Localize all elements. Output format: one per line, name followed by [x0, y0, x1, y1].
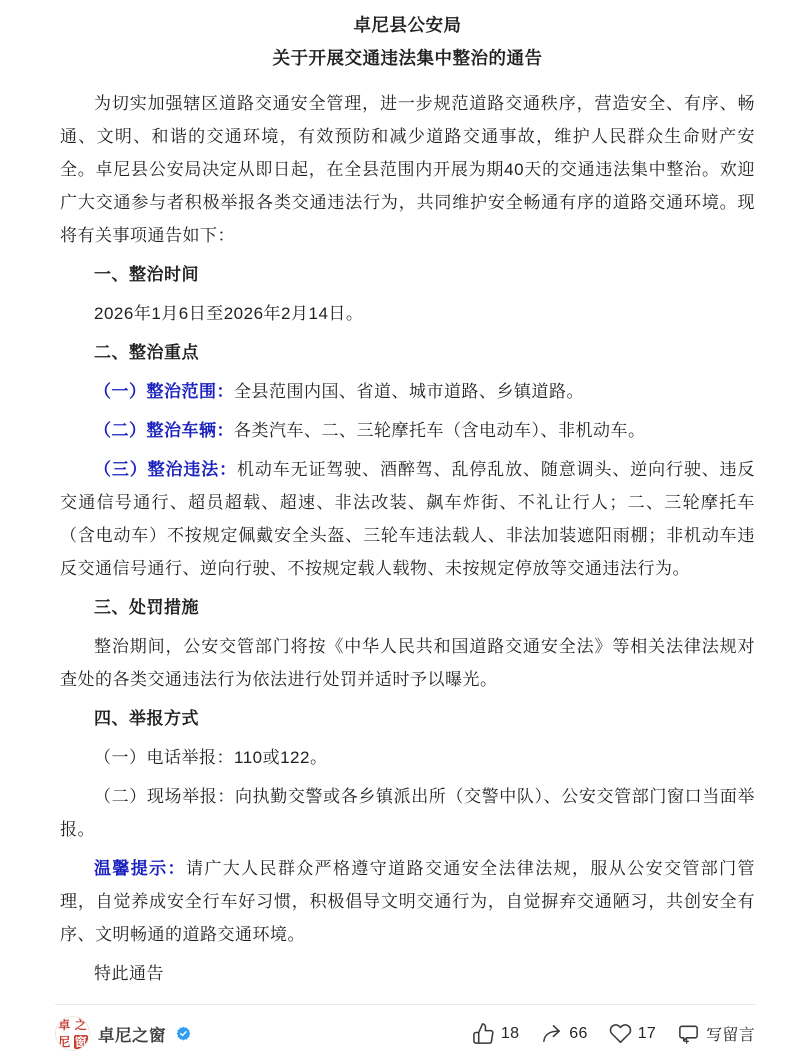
focus-item-scope-lead: （一）整治范围：: [94, 382, 234, 401]
intro-paragraph: 为切实加强辖区道路交通安全管理，进一步规范道路交通秩序，营造安全、有序、畅通、文明、和谐的交通环境，有效预防和减少道路交通事故，维护人民群众生命财产安全。卓尼县公安局决定从即日起，在全县范围内开展为期40天的交通违法集中整治。欢迎广大交通参与者积极举报各类交通违法行为，共同维护安全畅通有序的道路交通环境。现将有关事项通告如下：: [60, 94, 755, 245]
section-heading-time: 一、整治时间: [94, 265, 199, 284]
focus-item-violations: [60, 453, 755, 585]
action-bar: [472, 1022, 755, 1045]
focus-item-vehicles-lead: （二）整治车辆：: [94, 421, 234, 440]
comment-plus-icon: [677, 1022, 700, 1045]
like-count: 18: [500, 1024, 520, 1042]
avatar-char: 窗: [74, 1034, 87, 1049]
warm-tip-lead: 温馨提示：: [94, 859, 186, 878]
focus-item-scope-text: 全县范围内国、省道、城市道路、乡镇道路。: [234, 382, 584, 401]
section-heading-punishment: 三、处罚措施: [94, 598, 199, 617]
share-button[interactable]: [540, 1022, 587, 1045]
account-name[interactable]: 卓尼之窗: [98, 1026, 166, 1045]
punishment-body: 整治期间，公安交管部门将按《中华人民共和国道路交通安全法》等相关法律法规对查处的各类交通违法行为依法进行处罚并适时予以曝光。: [60, 637, 755, 689]
share-arrow-icon: [540, 1022, 563, 1045]
avatar-char: 之: [74, 1018, 87, 1033]
closing-line: 特此通告: [94, 964, 164, 983]
focus-item-vehicles: [60, 414, 755, 447]
page-subtitle: 关于开展交通违法集中整治的通告: [272, 48, 543, 68]
account-avatar[interactable]: [55, 1016, 90, 1051]
focus-item-scope: [60, 375, 755, 408]
focus-item-violations-lead: （三）整治违法：: [94, 460, 237, 479]
avatar-char: 尼: [58, 1034, 71, 1049]
comment-label: 写留言: [706, 1027, 755, 1044]
section-time-body: 2026年1月6日至2026年2月14日。: [94, 304, 364, 323]
report-item-phone: （一）电话举报：110或122。: [94, 748, 328, 767]
warm-tip-text: 请广大人民群众严格遵守道路交通安全法律法规，服从公安交管部门管理，自觉养成安全行车好习惯，积极倡导文明交通行为，自觉摒弃交通陋习，共创安全有序、文明畅通的道路交通环境。: [60, 859, 756, 944]
page-title: 卓尼县公安局: [353, 15, 462, 35]
footer-bar: [55, 1004, 755, 1051]
section-heading-focus: 二、整治重点: [94, 343, 199, 362]
account-link[interactable]: [55, 1016, 191, 1051]
thumbs-up-icon: [472, 1022, 495, 1045]
section-heading-report: 四、举报方式: [94, 709, 199, 728]
verified-badge-icon: [176, 1026, 191, 1041]
share-count: 66: [569, 1024, 588, 1042]
report-item-onsite: （二）现场举报：向执勤交警或各乡镇派出所（交警中队）、公安交管部门窗口当面举报。: [60, 787, 755, 839]
heart-count: 17: [637, 1024, 657, 1042]
comment-button[interactable]: [677, 1022, 755, 1045]
focus-item-violations-text: 机动车无证驾驶、酒醉驾、乱停乱放、随意调头、逆向行驶、违反交通信号通行、超员超载、超速、非法改装、飙车炸街、不礼让行人；二、三轮摩托车（含电动车）不按规定佩戴安全头盔、三轮车违法载人、非法加装遮阳雨棚；非机动车违反交通信号通行、逆向行驶、不按规定载人载物、未按规定停放等交通违法行为。: [60, 460, 755, 578]
avatar-char: 卓: [58, 1018, 71, 1033]
heart-icon: [609, 1022, 632, 1045]
warm-tip: [60, 852, 755, 951]
heart-button[interactable]: [609, 1022, 656, 1045]
like-button[interactable]: [472, 1022, 519, 1045]
focus-item-vehicles-text: 各类汽车、二、三轮摩托车（含电动车）、非机动车。: [234, 421, 646, 440]
